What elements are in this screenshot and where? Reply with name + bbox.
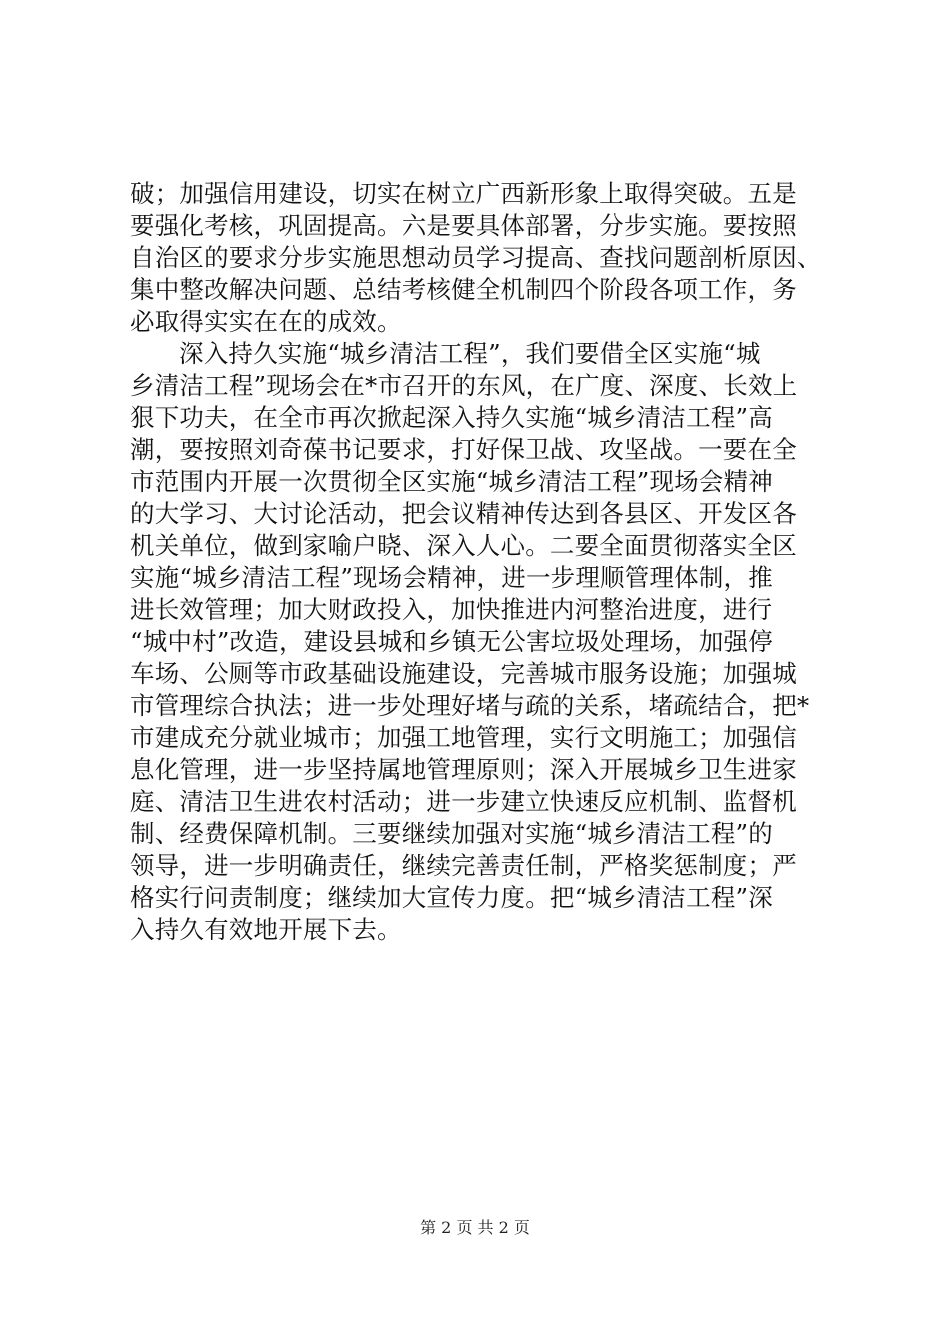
paragraph-1 bbox=[130, 178, 830, 338]
paragraph-line: 狠下功夫，在全市再次掀起深入持久实施“城乡清洁工程”高 bbox=[130, 403, 773, 432]
paragraph-line: 必取得实实在在的成效。 bbox=[130, 307, 402, 336]
paragraph-line: “城中村”改造，建设县城和乡镇无公害垃圾处理场，加强停 bbox=[130, 627, 773, 656]
paragraph-line: 入持久有效地开展下去。 bbox=[130, 915, 402, 944]
paragraph-line: 领导，进一步明确责任，继续完善责任制，严格奖惩制度；严 bbox=[130, 851, 797, 880]
paragraph-line: 破；加强信用建设，切实在树立广西新形象上取得突破。五是 bbox=[130, 179, 797, 208]
paragraph-line: 息化管理，进一步坚持属地管理原则；深入开展城乡卫生进家 bbox=[130, 755, 797, 784]
paragraph-line: 市建成充分就业城市；加强工地管理，实行文明施工；加强信 bbox=[130, 723, 797, 752]
paragraph-line: 车场、公厕等市政基础设施建设，完善城市服务设施；加强城 bbox=[130, 659, 797, 688]
paragraph-line: 潮，要按照刘奇葆书记要求，打好保卫战、攻坚战。一要在全 bbox=[130, 435, 797, 464]
paragraph-line: 乡清洁工程”现场会在*市召开的东风，在广度、深度、长效上 bbox=[130, 371, 798, 400]
paragraph-line: 实施“城乡清洁工程”现场会精神，进一步理顺管理体制，推 bbox=[130, 563, 773, 592]
paragraph-line: 市管理综合执法；进一步处理好堵与疏的关系，堵疏结合，把* bbox=[130, 691, 810, 720]
paragraph-line: 制、经费保障机制。三要继续加强对实施“城乡清洁工程”的 bbox=[130, 819, 773, 848]
paragraph-line: 市范围内开展一次贯彻全区实施“城乡清洁工程”现场会精神 bbox=[130, 467, 773, 496]
paragraph-2 bbox=[130, 338, 830, 946]
paragraph-line: 要强化考核，巩固提高。六是要具体部署，分步实施。要按照 bbox=[130, 211, 797, 240]
paragraph-line: 格实行问责制度；继续加大宣传力度。把“城乡清洁工程”深 bbox=[130, 883, 773, 912]
paragraph-line: 的大学习、大讨论活动，把会议精神传达到各县区、开发区各 bbox=[130, 499, 797, 528]
paragraph-line: 自治区的要求分步实施思想动员学习提高、查找问题剖析原因、 bbox=[130, 243, 822, 272]
paragraph-line: 机关单位，做到家喻户晓、深入人心。二要全面贯彻落实全区 bbox=[130, 531, 797, 560]
paragraph-line: 深入持久实施“城乡清洁工程”，我们要借全区实施“城 bbox=[179, 339, 761, 368]
paragraph-line: 进长效管理；加大财政投入，加快推进内河整治进度，进行 bbox=[130, 595, 773, 624]
paragraph-line: 集中整改解决问题、总结考核健全机制四个阶段各项工作，务 bbox=[130, 275, 797, 304]
document-body bbox=[130, 178, 830, 946]
paragraph-line: 庭、清洁卫生进农村活动；进一步建立快速反应机制、监督机 bbox=[130, 787, 797, 816]
page-number-footer: 第 2 页 共 2 页 bbox=[420, 1218, 530, 1237]
